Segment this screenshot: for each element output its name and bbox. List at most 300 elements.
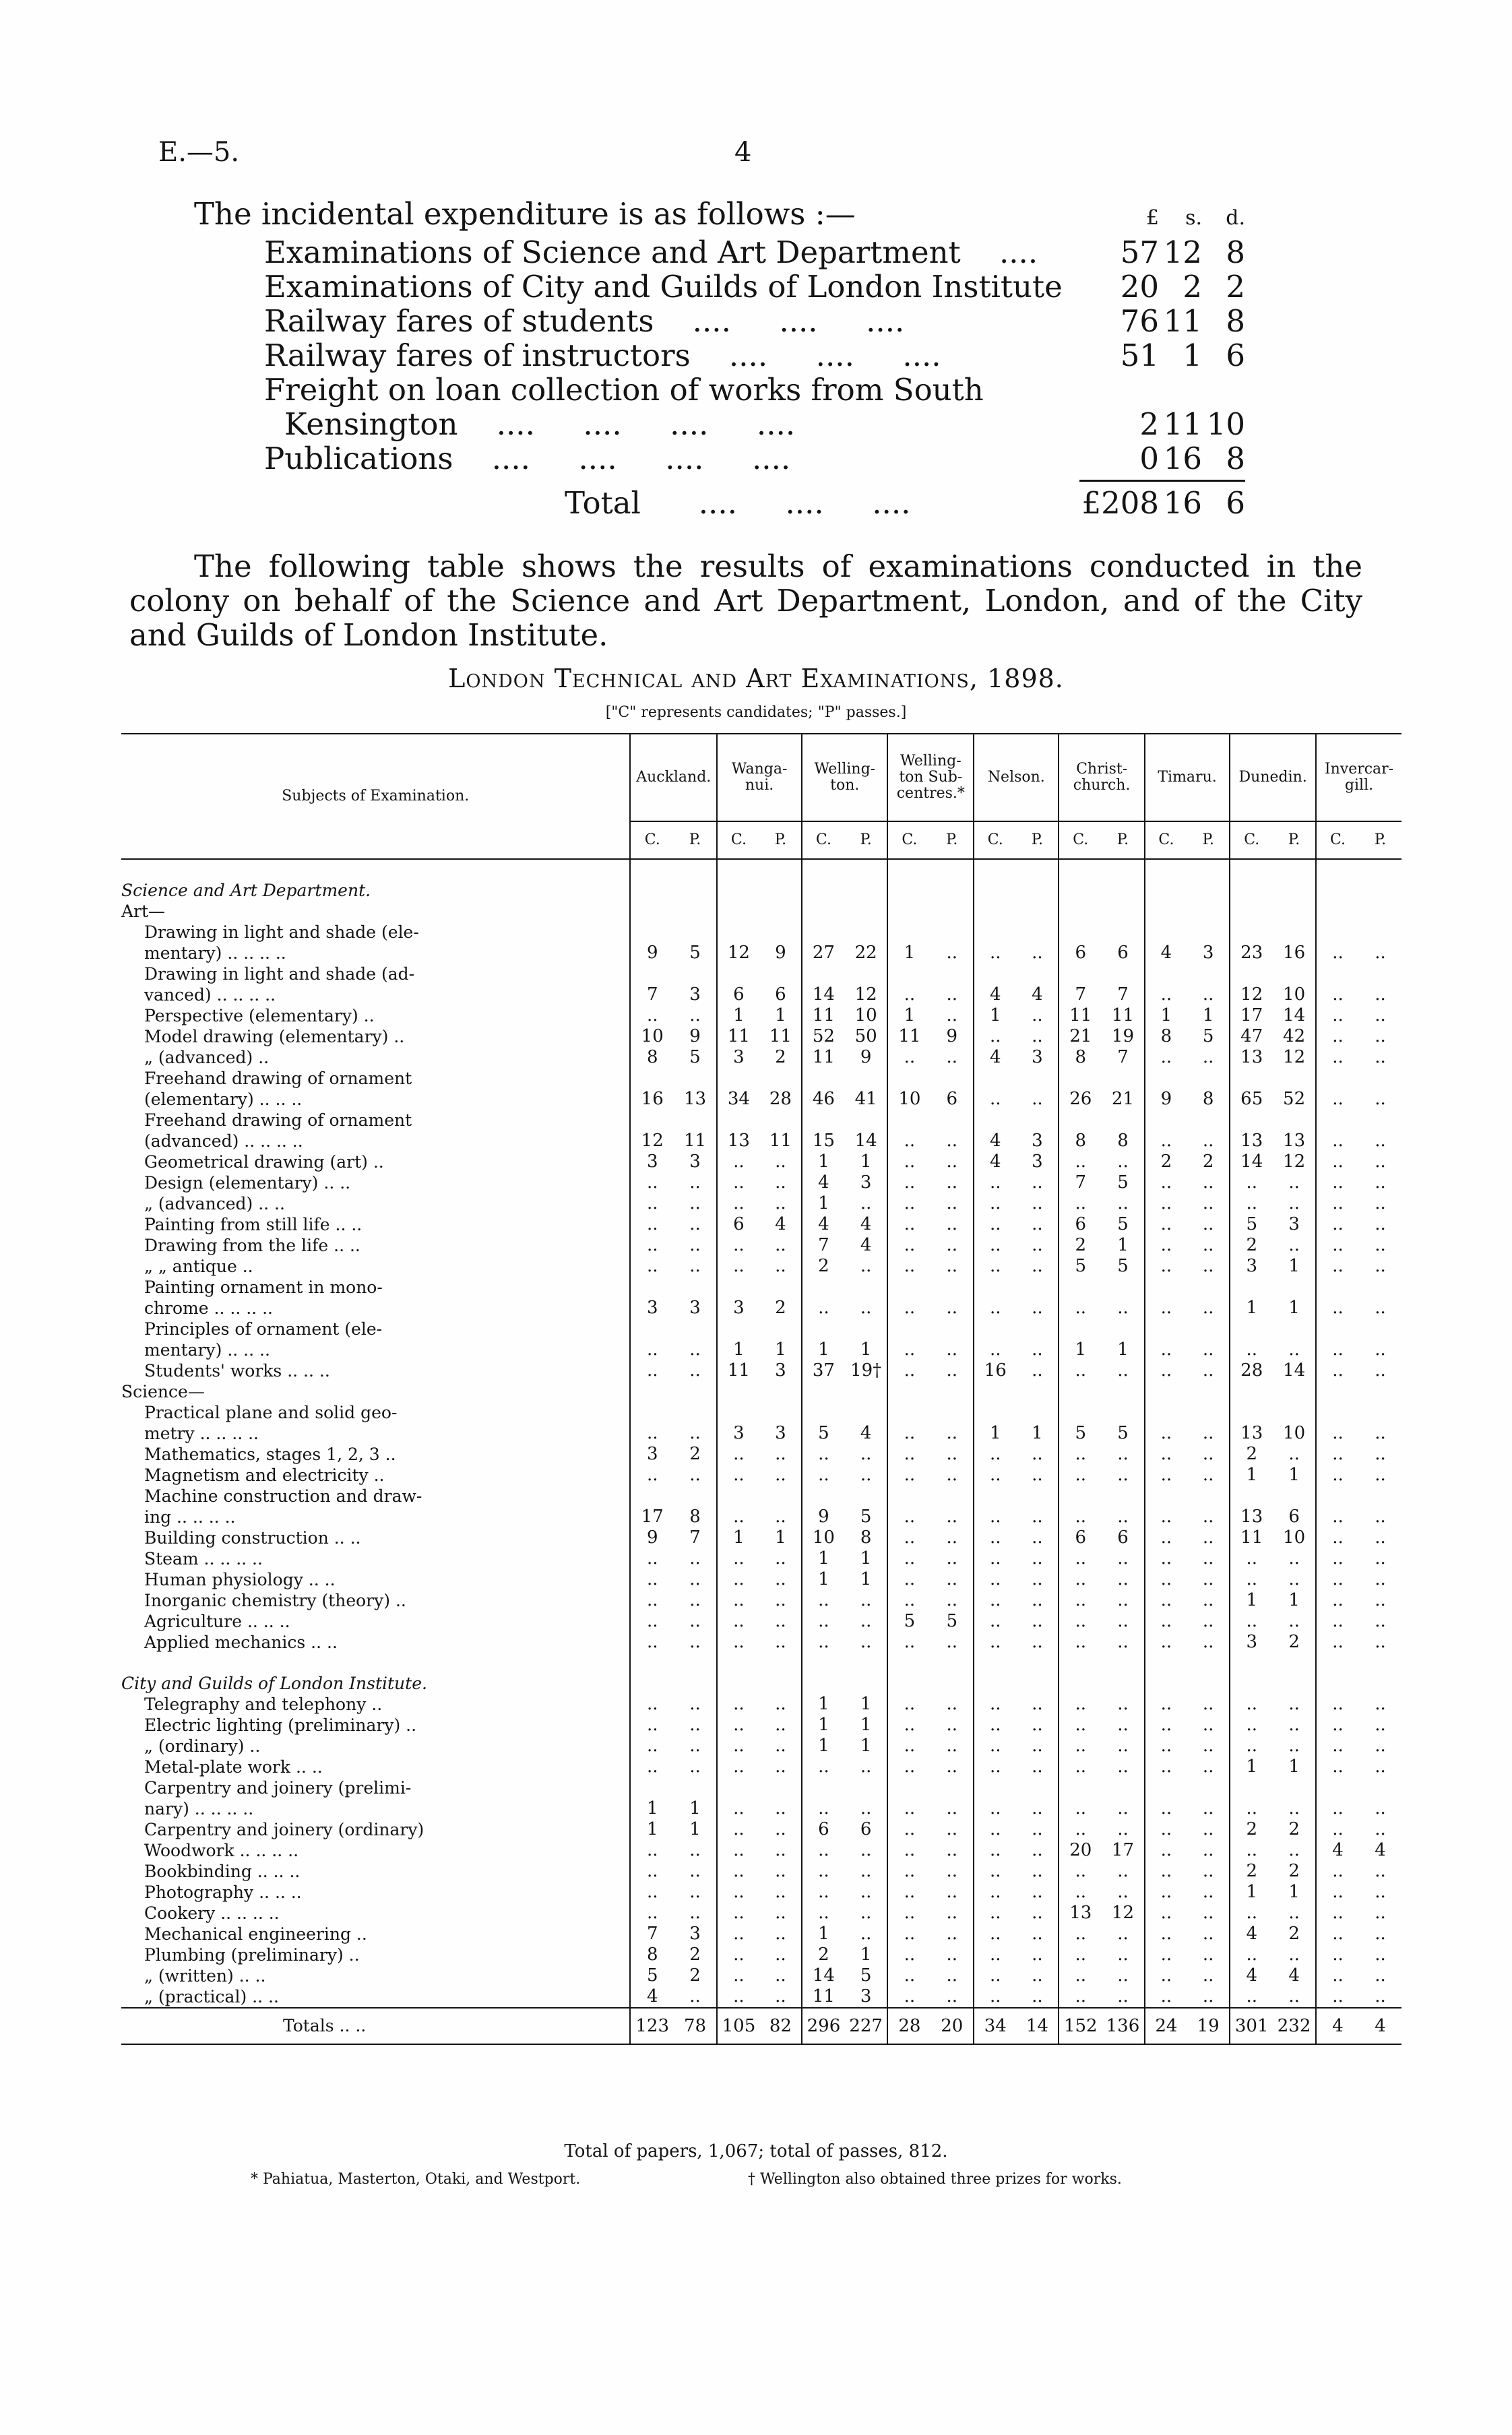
table-cell: .. — [802, 1840, 845, 1861]
section-row — [121, 1673, 1401, 1694]
table-subtitle: ["C" represents candidates; "P" passes.] — [605, 704, 907, 721]
table-cell: 1 — [860, 1151, 872, 1172]
table-cell: 1 — [802, 1193, 845, 1214]
table-cell: .. — [887, 1986, 931, 2008]
table-cell: .. — [1202, 1736, 1214, 1756]
table-cell: .. — [1145, 1632, 1187, 1653]
table-cell: 26 — [1059, 1089, 1102, 1110]
table-cell: 1 — [1032, 1423, 1043, 1443]
table-cell: .. — [1145, 1444, 1187, 1465]
table-cell — [760, 1653, 802, 1673]
table-cell — [630, 1402, 674, 1423]
table-cell: .. — [974, 1924, 1016, 1944]
table-cell — [845, 922, 888, 943]
table-cell — [1316, 963, 1359, 984]
table-cell: 2 — [802, 1944, 845, 1965]
section-row — [121, 1381, 1401, 1402]
table-cell: 1 — [974, 1005, 1016, 1026]
table-cell — [1016, 1277, 1059, 1298]
table-cell — [1359, 1277, 1401, 1298]
table-cell: 7 — [1059, 1172, 1102, 1193]
table-cell: .. — [1288, 1193, 1300, 1213]
table-cell — [1230, 1277, 1273, 1298]
table-cell: .. — [946, 1903, 958, 1923]
table-cell: 6 — [717, 1214, 760, 1235]
table-cell: .. — [860, 1256, 872, 1276]
table-cell: .. — [1375, 1507, 1386, 1527]
table-cell: 13 — [1230, 1507, 1273, 1527]
table-cell — [845, 901, 888, 922]
table-cell: .. — [1316, 1507, 1359, 1527]
table-cell — [802, 1277, 845, 1298]
table-cell — [1230, 922, 1273, 943]
table-cell: .. — [1202, 1840, 1214, 1860]
amount-pence: 10 — [1206, 406, 1245, 442]
table-cell: 8 — [630, 1047, 674, 1068]
table-cell: .. — [1117, 1757, 1129, 1777]
table-cell: .. — [717, 1819, 760, 1840]
table-row — [121, 1005, 1401, 1026]
table-cell — [845, 1381, 888, 1402]
table-cell — [674, 963, 717, 984]
table-cell: 5 — [1117, 1423, 1129, 1443]
table-cell — [802, 1673, 845, 1694]
table-cell: 6 — [1117, 1527, 1129, 1548]
table-cell: 28 — [769, 1089, 792, 1109]
table-cell: .. — [689, 1256, 701, 1276]
table-cell: .. — [887, 1819, 931, 1840]
table-cell: .. — [775, 1819, 786, 1839]
table-cell: 2 — [1145, 1151, 1187, 1172]
table-cell: .. — [1375, 1026, 1386, 1046]
table-cell: 17 — [1111, 1840, 1135, 1860]
table-cell: 10 — [1283, 1423, 1306, 1443]
table-cell: 16 — [630, 1089, 674, 1110]
table-cell: .. — [717, 1986, 760, 2008]
table-cell: 3 — [689, 1924, 701, 1944]
table-cell: .. — [717, 1882, 760, 1903]
table-cell: 34 — [974, 2008, 1016, 2044]
table-cell: .. — [1145, 1590, 1187, 1611]
table-cell: .. — [1032, 1965, 1043, 1986]
table-cell: 11 — [769, 1026, 792, 1046]
table-cell: .. — [1375, 943, 1386, 963]
table-cell: 1 — [1288, 1465, 1300, 1485]
table-cell — [974, 1110, 1016, 1131]
table-cell: 7 — [1059, 984, 1102, 1005]
table-cell: .. — [1059, 1548, 1102, 1569]
table-cell: 20 — [1059, 1840, 1102, 1861]
table-cell — [1145, 1673, 1187, 1694]
table-cell: .. — [946, 1423, 958, 1443]
table-cell: .. — [775, 1632, 786, 1652]
table-cell — [1359, 963, 1401, 984]
table-cell: .. — [1117, 1736, 1129, 1756]
table-cell: .. — [1145, 1694, 1187, 1715]
table-cell: .. — [630, 1005, 674, 1026]
table-cell: .. — [1230, 1548, 1273, 1569]
table-cell: .. — [1059, 1694, 1102, 1715]
table-cell: 21 — [1059, 1026, 1102, 1047]
subject-name: Painting ornament in mono- — [144, 1277, 383, 1297]
table-cell: 13 — [683, 1089, 707, 1109]
table-cell — [887, 1110, 931, 1131]
table-cell: .. — [887, 1965, 931, 1986]
table-cell — [760, 1110, 802, 1131]
table-cell — [1230, 1653, 1273, 1673]
table-cell — [1145, 1319, 1187, 1339]
table-cell: 8 — [689, 1507, 701, 1527]
table-cell: .. — [946, 943, 958, 963]
amount-pounds: 51 — [1120, 338, 1159, 373]
table-cell: .. — [1059, 1986, 1102, 2008]
subject-name: Students' works .. .. .. — [144, 1361, 330, 1381]
table-cell — [802, 922, 845, 943]
table-cell: 10 — [854, 1005, 877, 1025]
table-cell — [1273, 963, 1316, 984]
table-cell — [1187, 1777, 1230, 1798]
table-cell: 1 — [802, 1736, 845, 1757]
subject-name: metry .. .. .. .. — [144, 1424, 259, 1443]
table-cell: .. — [1145, 1360, 1187, 1381]
table-cell: 1 — [860, 1569, 872, 1589]
table-cell: 5 — [1230, 1214, 1273, 1235]
table-cell: .. — [946, 1527, 958, 1548]
table-cell: .. — [689, 1193, 701, 1213]
table-cell: 5 — [860, 1965, 872, 1986]
table-row — [121, 1632, 1401, 1653]
table-cell — [1145, 1777, 1187, 1798]
table-cell — [1059, 1777, 1102, 1798]
table-cell: .. — [1375, 1694, 1386, 1714]
table-cell — [1273, 1653, 1316, 1673]
table-cell: 4 — [860, 1214, 872, 1234]
table-cell: .. — [1145, 1819, 1187, 1840]
table-cell: .. — [974, 1527, 1016, 1548]
leader-dots: .... .... .... .... — [491, 441, 791, 476]
table-cell: .. — [1145, 1256, 1187, 1277]
table-cell — [1059, 1319, 1102, 1339]
table-cell: 21 — [1111, 1089, 1135, 1109]
table-cell: .. — [775, 1986, 786, 2006]
table-cell: 5 — [1117, 1214, 1129, 1234]
table-cell: .. — [974, 1840, 1016, 1861]
totals-label: Totals .. .. — [121, 2008, 630, 2044]
table-cell — [887, 1381, 931, 1402]
table-cell — [1359, 1653, 1401, 1673]
table-cell: .. — [1316, 1527, 1359, 1548]
table-cell — [1145, 1068, 1187, 1089]
table-cell: .. — [1059, 1965, 1102, 1986]
column-header-passes: P. — [1187, 821, 1230, 859]
table-cell: .. — [946, 1986, 958, 2006]
table-cell — [717, 922, 760, 943]
table-cell: .. — [1032, 1360, 1043, 1381]
table-cell: 1 — [1230, 1882, 1273, 1903]
table-cell: .. — [974, 1465, 1016, 1486]
table-cell: .. — [1032, 1861, 1043, 1881]
table-cell — [931, 922, 974, 943]
table-row — [121, 1235, 1401, 1256]
table-cell — [845, 1110, 888, 1131]
table-cell: 4 — [860, 1423, 872, 1443]
table-cell: 1 — [802, 1548, 845, 1569]
table-cell: .. — [1316, 1590, 1359, 1611]
table-cell — [1316, 922, 1359, 943]
table-cell — [1016, 1068, 1059, 1089]
table-cell — [887, 963, 931, 984]
table-cell — [1359, 880, 1401, 901]
table-cell — [1316, 1486, 1359, 1507]
table-cell: 82 — [760, 2008, 802, 2044]
column-header-passes: P. — [1102, 821, 1145, 859]
table-cell — [1359, 922, 1401, 943]
table-cell: .. — [946, 1360, 958, 1381]
table-cell: .. — [1032, 1736, 1043, 1756]
table-cell: .. — [630, 1172, 674, 1193]
table-cell — [974, 1381, 1016, 1402]
table-cell — [887, 1277, 931, 1298]
table-cell: .. — [1202, 1965, 1214, 1986]
table-cell: 78 — [674, 2008, 717, 2044]
expenditure-item — [194, 373, 1245, 407]
table-cell: .. — [775, 1861, 786, 1881]
table-cell: .. — [717, 1757, 760, 1777]
table-cell: .. — [1032, 943, 1043, 963]
table-cell — [1102, 922, 1145, 943]
table-cell — [1102, 1381, 1145, 1402]
table-cell: .. — [946, 1444, 958, 1464]
table-row — [121, 1861, 1401, 1882]
column-header-town: Auckland. — [630, 734, 717, 821]
table-cell: 1 — [1059, 1339, 1102, 1360]
column-header-candidates: C. — [630, 821, 674, 859]
table-cell: .. — [1288, 1611, 1300, 1631]
table-cell: .. — [946, 1214, 958, 1234]
column-header-town: Wanga-nui. — [717, 734, 802, 821]
table-cell: .. — [775, 1944, 786, 1965]
table-cell — [1230, 963, 1273, 984]
table-cell: .. — [1375, 1235, 1386, 1255]
table-cell: .. — [1059, 1861, 1102, 1882]
table-cell: 1 — [1117, 1235, 1129, 1255]
amount-pence: 8 — [1226, 234, 1245, 270]
table-cell: .. — [946, 1047, 958, 1067]
table-cell: .. — [1032, 1256, 1043, 1276]
table-cell — [1187, 1673, 1230, 1694]
table-cell: 37 — [802, 1360, 845, 1381]
subject-name: Telegraphy and telephony .. — [144, 1695, 383, 1714]
table-cell: 3 — [1202, 943, 1214, 963]
table-cell: .. — [1145, 1611, 1187, 1632]
table-cell: .. — [630, 1632, 674, 1653]
table-cell: 1 — [860, 1694, 872, 1714]
table-cell — [717, 1486, 760, 1507]
table-cell: .. — [689, 1861, 701, 1881]
table-cell: 227 — [845, 2008, 888, 2044]
leader-dots: .... .... .... — [692, 303, 905, 339]
table-cell — [1316, 880, 1359, 901]
table-cell: 6 — [802, 1819, 845, 1840]
table-cell — [630, 1777, 674, 1798]
table-cell: .. — [775, 1172, 786, 1193]
table-cell: .. — [887, 1256, 931, 1277]
table-cell — [1230, 859, 1273, 880]
table-cell: 9 — [1145, 1089, 1187, 1110]
table-cell: 1 — [1230, 1590, 1273, 1611]
amount-shillings: 1 — [1183, 338, 1202, 373]
subject-name: Freehand drawing of ornament — [144, 1069, 412, 1088]
table-cell — [931, 901, 974, 922]
table-cell: 4 — [974, 1131, 1016, 1151]
table-cell — [1187, 1653, 1230, 1673]
subject-name: „ (advanced) .. .. — [144, 1194, 285, 1213]
table-cell: .. — [717, 1151, 760, 1172]
column-header-candidates: C. — [887, 821, 931, 859]
table-cell: .. — [1202, 1444, 1214, 1464]
table-cell: .. — [689, 1214, 701, 1234]
table-cell: .. — [630, 1548, 674, 1569]
table-cell: .. — [1032, 1214, 1043, 1234]
table-cell: .. — [802, 1903, 845, 1924]
table-cell: .. — [887, 1151, 931, 1172]
table-cell — [717, 1673, 760, 1694]
table-row — [121, 1611, 1401, 1632]
table-cell — [1187, 1381, 1230, 1402]
table-cell: 1 — [1288, 1298, 1300, 1318]
table-cell: .. — [1230, 1172, 1273, 1193]
table-cell: 8 — [860, 1527, 872, 1548]
table-cell: 12 — [1283, 1047, 1306, 1067]
table-cell: 65 — [1230, 1089, 1273, 1110]
table-cell: .. — [1288, 1548, 1300, 1569]
table-cell: .. — [1032, 1611, 1043, 1631]
table-cell: .. — [946, 1507, 958, 1527]
amount-pounds: 76 — [1120, 303, 1159, 339]
table-cell — [674, 1277, 717, 1298]
subject-name: Practical plane and solid geo- — [144, 1403, 398, 1422]
table-cell: .. — [1375, 1444, 1386, 1464]
table-cell: 41 — [854, 1089, 877, 1109]
table-cell: 4 — [860, 1235, 872, 1255]
table-cell: .. — [689, 1715, 701, 1735]
subject-name: Principles of ornament (ele- — [144, 1319, 383, 1339]
section-heading: City and Guilds of London Institute. — [121, 1674, 427, 1693]
table-cell: 10 — [887, 1089, 931, 1110]
table-cell — [717, 1068, 760, 1089]
table-cell: .. — [775, 1235, 786, 1255]
table-cell — [1359, 1402, 1401, 1423]
table-cell: .. — [946, 984, 958, 1005]
table-cell: 1 — [775, 1527, 786, 1548]
table-cell: .. — [1202, 1632, 1214, 1652]
table-cell: .. — [1145, 1047, 1187, 1068]
table-cell: 4 — [630, 1986, 674, 2008]
table-cell: 1 — [775, 1339, 786, 1360]
expenditure-item — [194, 304, 1245, 338]
subjects-header: Subjects of Examination. — [282, 788, 470, 804]
table-row — [121, 1465, 1401, 1486]
table-cell: .. — [1032, 1026, 1043, 1046]
subject-name: mentary) .. .. .. .. — [144, 943, 286, 963]
table-cell: .. — [1316, 1798, 1359, 1819]
table-cell: .. — [1032, 1005, 1043, 1025]
table-cell: .. — [1145, 1840, 1187, 1861]
column-header-town: Nelson. — [974, 734, 1059, 821]
table-cell: 2 — [1288, 1632, 1300, 1652]
table-cell — [802, 1653, 845, 1673]
table-cell — [674, 880, 717, 901]
table-cell: .. — [717, 1694, 760, 1715]
table-cell: .. — [775, 1903, 786, 1923]
table-cell — [760, 922, 802, 943]
table-cell: .. — [1117, 1924, 1129, 1944]
table-cell — [1016, 1110, 1059, 1131]
table-cell: 5 — [1117, 1172, 1129, 1193]
table-row — [121, 1026, 1401, 1047]
table-cell: .. — [1117, 1569, 1129, 1589]
table-cell: 3 — [1032, 1131, 1043, 1151]
table-cell: 2 — [1230, 1235, 1273, 1256]
table-cell — [1230, 880, 1273, 901]
table-cell: .. — [630, 1861, 674, 1882]
table-cell: .. — [1032, 1590, 1043, 1610]
table-cell — [1059, 1486, 1102, 1507]
table-cell — [1145, 1653, 1187, 1673]
table-cell — [1059, 1110, 1102, 1131]
subject-name: Geometrical drawing (art) .. — [144, 1152, 384, 1172]
table-cell: .. — [887, 1047, 931, 1068]
table-cell — [1016, 1777, 1059, 1798]
table-cell — [1102, 1673, 1145, 1694]
table-cell: 4 — [1230, 1965, 1273, 1986]
table-cell: .. — [887, 1423, 931, 1444]
table-cell: 1 — [802, 1339, 845, 1360]
table-cell: .. — [1145, 1527, 1187, 1548]
table-cell: 136 — [1102, 2008, 1145, 2044]
table-cell: .. — [946, 1882, 958, 1902]
table-summary: Total of papers, 1,067; total of passes, 812. — [564, 2141, 948, 2161]
table-cell: .. — [1375, 1256, 1386, 1276]
table-cell: .. — [1288, 1339, 1300, 1360]
unit-shillings: s. — [1185, 206, 1202, 230]
table-cell — [1145, 1486, 1187, 1507]
table-cell — [974, 1402, 1016, 1423]
table-cell: .. — [630, 1611, 674, 1632]
column-header-candidates: C. — [1230, 821, 1273, 859]
table-cell: .. — [860, 1861, 872, 1881]
table-cell: .. — [887, 1131, 931, 1151]
table-cell: .. — [887, 1694, 931, 1715]
table-cell: 4 — [802, 1172, 845, 1193]
table-cell: 3 — [689, 984, 701, 1005]
expenditure-total — [194, 486, 1245, 520]
table-cell: 11 — [802, 1005, 845, 1026]
table-cell: .. — [1288, 1798, 1300, 1819]
amount-shillings: 12 — [1163, 234, 1202, 270]
table-row — [121, 1798, 1401, 1819]
table-cell: 3 — [1032, 1151, 1043, 1172]
table-row — [121, 1527, 1401, 1548]
expenditure-item-label: Railway fares of instructors — [264, 338, 691, 373]
table-cell: .. — [802, 1632, 845, 1653]
table-cell: .. — [689, 1611, 701, 1631]
table-cell: 7 — [689, 1527, 701, 1548]
expenditure-item-label: Examinations of City and Guilds of London Institute — [264, 269, 1063, 305]
expenditure-item-label: Kensington — [284, 406, 458, 442]
table-cell: .. — [974, 1632, 1016, 1653]
table-cell — [1316, 1402, 1359, 1423]
